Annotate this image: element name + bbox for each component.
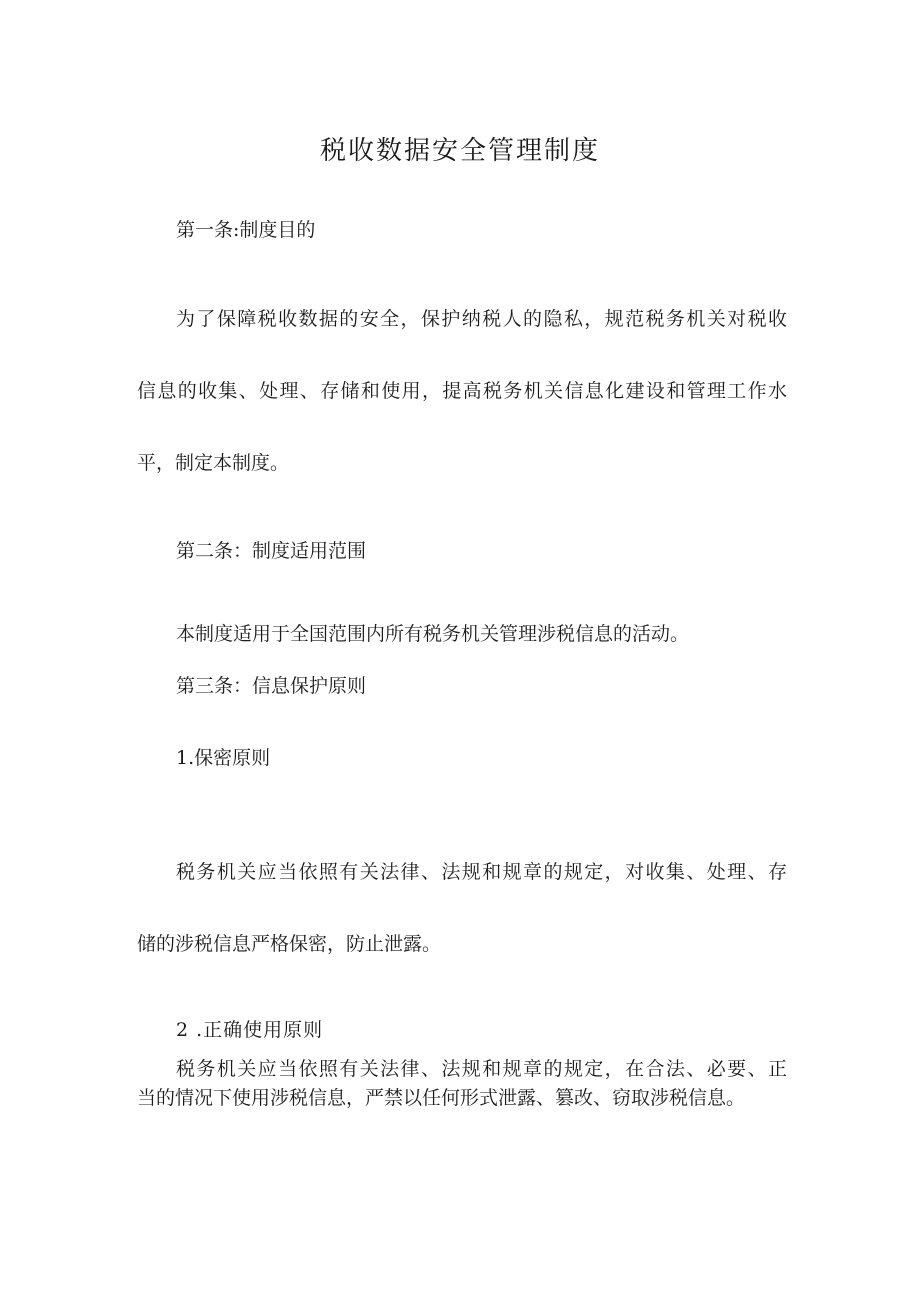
article-2-heading: 第二条：制度适用范围 (176, 540, 367, 562)
item-1-line-1: 税务机关应当依照有关法律、法规和规章的规定，对收集、处理、存 (176, 861, 787, 883)
article-1-line-3: 平，制定本制度。 (137, 452, 290, 474)
article-1-heading: 第一条:制度目的 (176, 219, 316, 241)
document-title: 税收数据安全管理制度 (319, 136, 600, 166)
item-1-line-2: 储的涉税信息严格保密，防止泄露。 (137, 933, 442, 955)
article-2-body: 本制度适用于全国范围内所有税务机关管理涉税信息的活动。 (176, 623, 690, 645)
item-2-line-2: 当的情况下使用涉税信息，严禁以任何形式泄露、篡改、窃取涉税信息。 (137, 1087, 746, 1109)
article-1-line-2: 信息的收集、处理、存储和使用，提高税务机关信息化建设和管理工作水 (137, 380, 787, 402)
item-2-line-1: 税务机关应当依照有关法律、法规和规章的规定，在合法、必要、正 (176, 1058, 787, 1080)
item-1-heading: 1.保密原则 (176, 747, 271, 769)
item-2-heading: 2 .正确使用原则 (176, 1019, 324, 1041)
article-3-heading: 第三条：信息保护原则 (176, 675, 367, 697)
article-1-line-1: 为了保障税收数据的安全，保护纳税人的隐私，规范税务机关对税收 (176, 308, 787, 330)
